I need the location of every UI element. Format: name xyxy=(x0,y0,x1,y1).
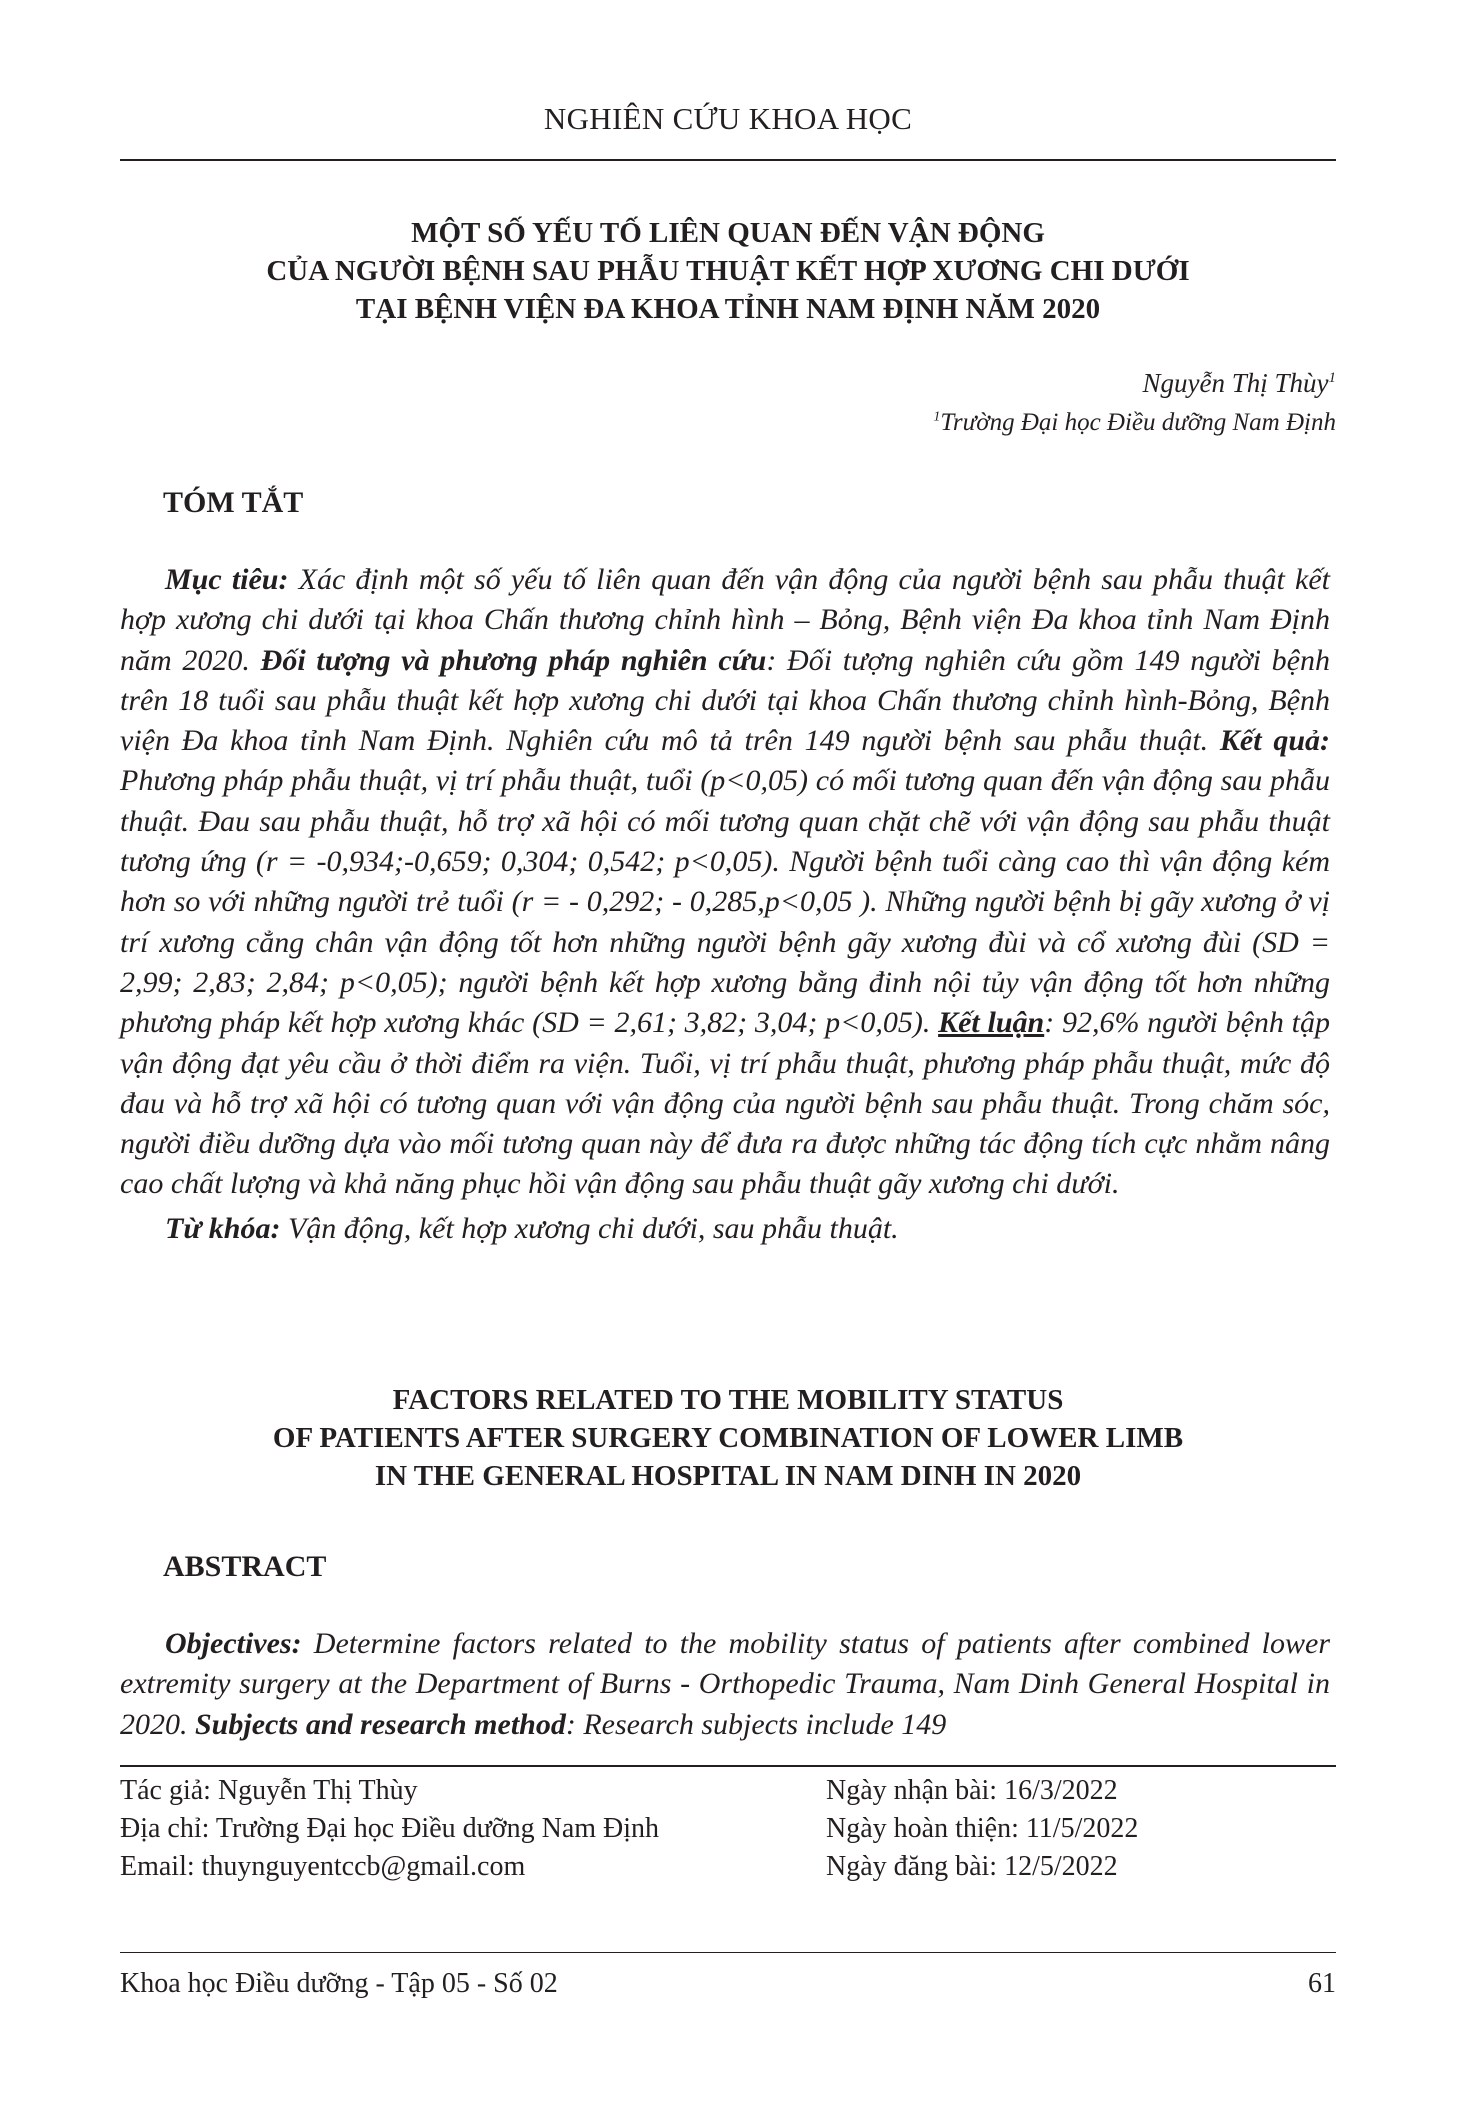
vn-title xyxy=(120,214,1336,328)
vn-title-line: CỦA NGƯỜI BỆNH SAU PHẪU THUẬT KẾT HỢP XƯƠNG CHI DƯỚI xyxy=(266,255,1190,287)
affiliation-superscript: 1 xyxy=(933,409,941,425)
en-title-line: OF PATIENTS AFTER SURGERY COMBINATION OF LOWER LIMB xyxy=(272,1422,1184,1454)
vn-title-line: TẠI BỆNH VIỆN ĐA KHOA TỈNH NAM ĐỊNH NĂM 2020 xyxy=(355,293,1101,325)
page-footer-rule xyxy=(120,1952,1336,1953)
vn-abstract-heading: TÓM TẮT xyxy=(163,486,304,519)
author-contact-info xyxy=(120,1772,659,1886)
author-affiliation: $^1$Trường Đại học Điều dưỡng Nam Định xyxy=(933,409,1336,436)
subjects-label: Subjects and research method xyxy=(195,1707,566,1741)
en-title-line: IN THE GENERAL HOSPITAL IN NAM DINH IN 2020 xyxy=(374,1460,1082,1492)
en-title xyxy=(120,1381,1336,1495)
vn-abstract-body xyxy=(120,560,1330,1249)
keywords-label: Từ khóa: xyxy=(165,1211,281,1245)
methods-label: Đối tượng và phương pháp nghiên cứu xyxy=(260,643,767,677)
conclusion-label: Kết luận xyxy=(938,1006,1045,1040)
contact-address: Địa chỉ: Trường Đại học Điều dưỡng Nam Định xyxy=(120,1813,660,1844)
page-number: 61 xyxy=(1308,1968,1336,1999)
contact-email: Email: thuynguyentccb@gmail.com xyxy=(120,1851,526,1882)
objective-label: Mục tiêu: xyxy=(165,563,289,596)
article-dates xyxy=(826,1772,1138,1886)
objectives-label: Objectives: xyxy=(165,1627,302,1660)
contact-author: Tác giả: Nguyễn Thị Thùy xyxy=(120,1775,418,1806)
header-rule xyxy=(120,159,1336,161)
en-abstract-body xyxy=(120,1624,1330,1745)
footnote-rule xyxy=(120,1765,1336,1767)
vn-keywords: Từ khóa: Vận động, kết hợp xương chi dưới, sau phẫu thuật. xyxy=(165,1211,899,1245)
en-abstract-heading: ABSTRACT xyxy=(163,1550,327,1583)
author-superscript: 1 xyxy=(1328,370,1336,386)
vn-abstract-paragraph: Mục tiêu: Xác định một số yếu tố liên quan đến vận động của người bệnh sau phẫu thuật kết hợp xương chi dưới tại khoa Chấn thương chỉnh hình – Bỏng, Bệnh viện Đa khoa tỉnh Nam Định năm 2020. Đối tượng và phương pháp nghiên cứu: Đối tượng nghiên cứu gồm 149 người bệnh trên 18 tuổi sau phẫu thuật kết hợp xương chi dưới tại khoa Chấn thương chỉnh hình-Bỏng, Bệnh viện Đa khoa tỉnh Nam Định. Nghiên cứu mô tả trên 149 người bệnh sau phẫu thuật. Kết quả: Phương pháp phẫu thuật, vị trí phẫu thuật, tuổi (p<0,05) có mối tương quan đến vận động sau phẫu thuật. Đau sau phẫu thuật, hỗ trợ xã hội có mối tương quan chặt chẽ với vận động sau phẫu thuật tương ứng (r = -0,934;-0,659; 0,304; 0,542; p<0,05). Người bệnh tuổi càng cao thì vận động kém hơn so với những người trẻ tuổi (r = - 0,292; - 0,285,p<0,05 ). Những người bệnh bị gãy xương ở vị trí xương cẳng chân vận động tốt hơn những người bệnh gãy xương đùi và cổ xương đùi (SD = 2,99; 2,83; 2,84; p<0,05); người bệnh kết hợp xương bằng đinh nội tủy vận động tốt hơn những phương pháp kết hợp xương khác (SD = 2,61; 3,82; 3,04; p<0,05). Kết luận: 92,6% người bệnh tập vận động đạt yêu cầu ở thời điểm ra viện. Tuổi, vị trí phẫu thuật, phương pháp phẫu thuật, mức độ đau và hỗ trợ xã hội có tương quan với vận động của người bệnh sau phẫu thuật. Trong chăm sóc, người điều dưỡng dựa vào mối tương quan này để đưa ra được những tác động tích cực nhằm nâng cao chất lượng và khả năng phục hồi vận động sau phẫu thuật gãy xương chi dưới. xyxy=(120,563,1330,1201)
author-name: Nguyễn Thị Thùy$^1$ xyxy=(1142,368,1336,398)
date-received: Ngày nhận bài: 16/3/2022 xyxy=(826,1775,1118,1806)
date-published: Ngày đăng bài: 12/5/2022 xyxy=(826,1851,1118,1882)
vn-title-line: MỘT SỐ YẾU TỐ LIÊN QUAN ĐẾN VẬN ĐỘNG xyxy=(411,217,1045,249)
en-title-line: FACTORS RELATED TO THE MOBILITY STATUS xyxy=(392,1384,1064,1416)
en-abstract-paragraph: Objectives: Determine factors related to the mobility status of patients after combined lower extremity surgery at the Department of Burns - Orthopedic Trauma, Nam Dinh General Hospital in 2020. Subjects and research method: Research subjects include 149 xyxy=(120,1627,1330,1741)
results-label: Kết quả: xyxy=(1219,724,1330,758)
running-head: NGHIÊN CỨU KHOA HỌC xyxy=(543,101,913,136)
date-revised: Ngày hoàn thiện: 11/5/2022 xyxy=(826,1813,1139,1844)
journal-footer: Khoa học Điều dưỡng - Tập 05 - Số 02 xyxy=(120,1968,558,1999)
